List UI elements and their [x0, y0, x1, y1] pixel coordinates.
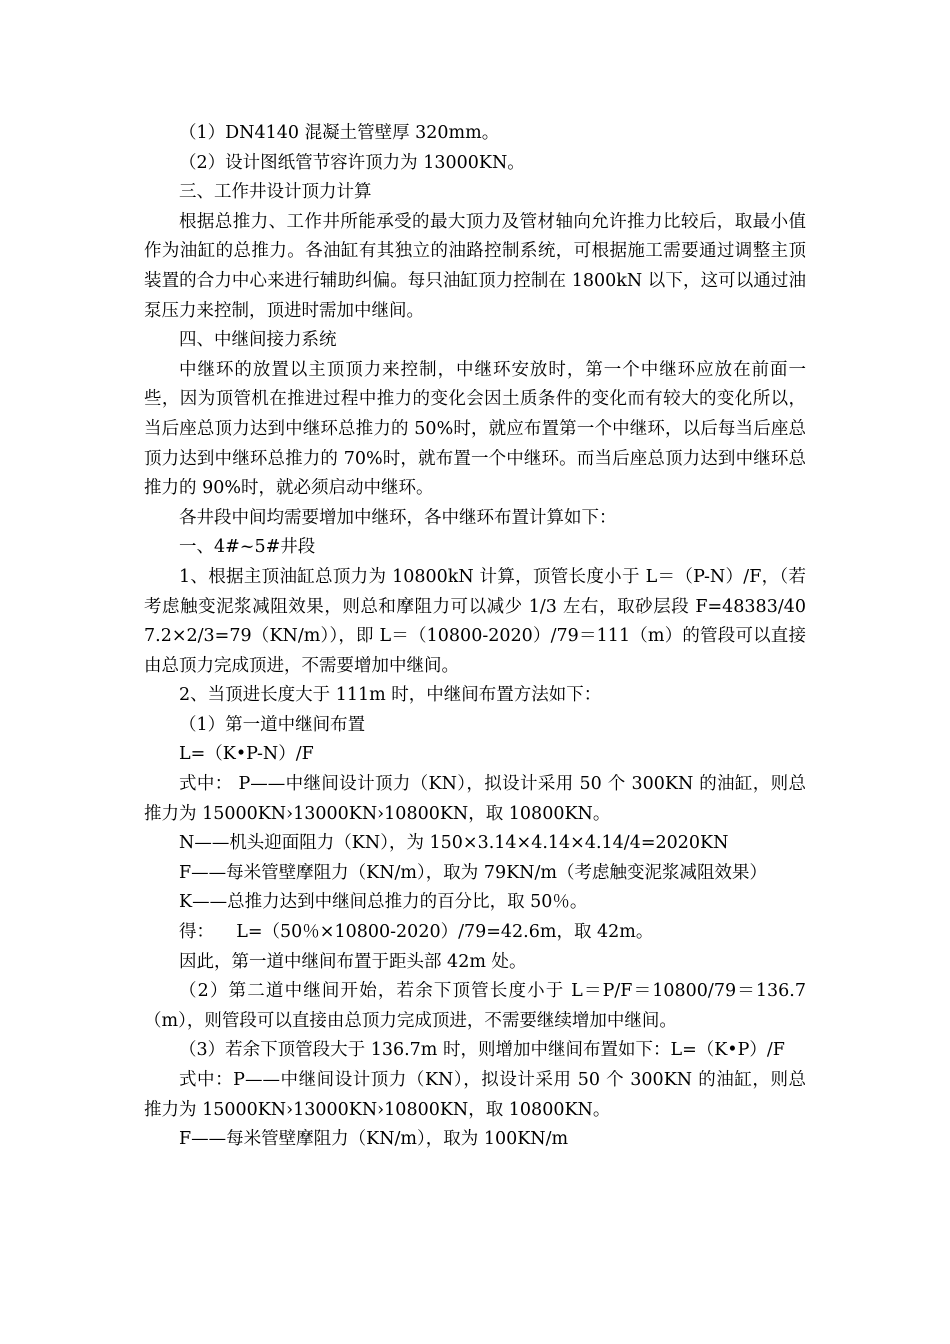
formula-first-relay: L=（K•P-N）/F: [179, 744, 314, 765]
paragraph-second-relay: （2）第二道中继间开始，若余下顶管长度小于 L＝P/F＝10800/79＝136.7（m），则管段可以直接由总顶力完成顶进，不需要继续增加中继间。: [144, 981, 806, 1031]
paragraph-remaining-section: （3）若余下顶管段大于 136.7m 时，则增加中继间布置如下：L=（K•P）/F: [179, 1040, 785, 1061]
item-allowable-jacking-force: （2）设计图纸管节容许顶力为 13000KN。: [179, 152, 525, 173]
result-first-relay: 得： L=（50％×10800-2020）/79=42.6m，取 42m。: [179, 922, 654, 943]
definition-f: F——每米管壁摩阻力（KN/m），取为 79KN/m（考虑触变泥浆减阻效果）: [179, 862, 767, 883]
definition-p-second: 式中：P——中继间设计顶力（KN），拟设计采用 50 个 300KN 的油缸，则总推力为 15000KN›13000KN›10800KN，取 10800KN。: [144, 1070, 806, 1120]
definition-k: K——总推力达到中继间总推力的百分比，取 50％。: [179, 892, 588, 913]
conclusion-first-relay: 因此，第一道中继间布置于距头部 42m 处。: [179, 951, 527, 972]
paragraph-total-thrust: 根据总推力、工作井所能承受的最大顶力及管材轴向允许推力比较后，取最小值作为油缸的总推力。各油缸有其独立的油路控制系统，可根据施工需要通过调整主顶装置的合力中心来进行辅助纠偏。每只油缸顶力控制在 1800kN 以下，这可以通过油泵压力来控制，顶进时需加中继间。: [144, 211, 806, 321]
document-body: [144, 119, 806, 1155]
definition-p: 式中： P——中继间设计顶力（KN），拟设计采用 50 个 300KN 的油缸，则总推力为 15000KN›13000KN›10800KN，取 10800KN。: [144, 774, 806, 824]
item-wall-thickness: （1）DN4140 混凝土管壁厚 320mm。: [179, 123, 500, 143]
paragraph-relay-layout-method: 2、当顶进长度大于 111m 时，中继间布置方法如下：: [179, 685, 602, 706]
section-heading-relay-system: 四、中继间接力系统: [179, 330, 337, 351]
paragraph-relay-ring-placement: 中继环的放置以主顶顶力来控制，中继环安放时，第一个中继环应放在前面一些，因为顶管机在推进过程中推力的变化会因土质条件的变化而有较大的变化所以，当后座总顶力达到中继环总推力的 50%时，就应布置第一个中继环，以后每当后座总顶力达到中继环总推力的 70%时，就布置一个中继环。而当后座总顶力达到中继环总推力的 90%时，就必须启动中继环。: [144, 359, 806, 499]
definition-f-second: F——每米管壁摩阻力（KN/m），取为 100KN/m: [179, 1129, 569, 1150]
paragraph-relay-calculation-intro: 各井段中间均需要增加中继环，各中继环布置计算如下：: [179, 507, 617, 528]
section-heading-shaft-segment: 一、4#~5#井段: [179, 537, 316, 558]
section-heading-shaft-jacking-force: 三、工作井设计顶力计算: [179, 182, 372, 203]
definition-n: N——机头迎面阻力（KN），为 150×3.14×4.14×4.14/4=2020KN: [179, 833, 729, 854]
paragraph-main-jack-force: 1、根据主顶油缸总顶力为 10800kN 计算，顶管长度小于 L＝（P-N）/F，（若考虑触变泥浆减阻效果，则总和摩阻力可以减少 1/3 左右，取砂层段 F=48383/407.2×2/3=79（KN/m）），即 L＝（10800-2020）/79＝111（m）的管段可以直接由总顶力完成顶进，不需要增加中继间。: [144, 566, 806, 676]
subheading-first-relay: （1）第一道中继间布置: [179, 714, 366, 735]
